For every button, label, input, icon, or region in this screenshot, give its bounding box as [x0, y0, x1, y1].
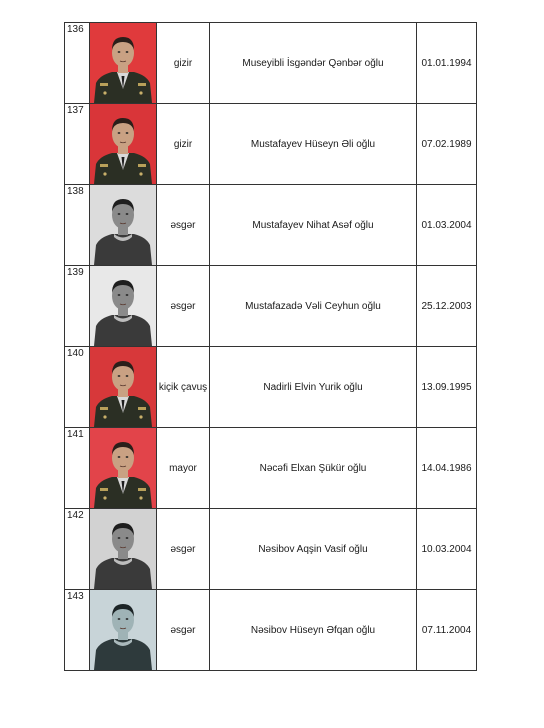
table-row: [65, 347, 477, 428]
birth-date-cell: 14.04.1986: [417, 428, 477, 509]
photo-cell: [90, 428, 157, 509]
row-number-cell: [65, 347, 90, 428]
photo-cell: [90, 23, 157, 104]
birth-date-cell: 01.03.2004: [417, 185, 477, 266]
birth-date-cell: 25.12.2003: [417, 266, 477, 347]
rank-cell: gizir: [157, 104, 210, 185]
table-row: [65, 104, 477, 185]
portrait-photo: [90, 509, 156, 589]
row-number: 139: [67, 267, 84, 278]
rank-cell: əsgər: [157, 266, 210, 347]
row-number: 142: [67, 510, 84, 521]
birth-date-cell: 10.03.2004: [417, 509, 477, 590]
row-number: 138: [67, 186, 84, 197]
photo-cell: [90, 185, 157, 266]
row-number-cell: [65, 590, 90, 671]
rank-cell: əsgər: [157, 185, 210, 266]
photo-cell: [90, 590, 157, 671]
table-row: [65, 266, 477, 347]
portrait-photo: [90, 266, 156, 346]
row-number-cell: [65, 509, 90, 590]
table-row: [65, 185, 477, 266]
portrait-photo: [90, 104, 156, 184]
row-number-cell: [65, 23, 90, 104]
full-name-cell: Mustafayev Hüseyn Əli oğlu: [210, 104, 417, 185]
full-name-cell: Museyibli İsgəndər Qənbər oğlu: [210, 23, 417, 104]
table-row: [65, 23, 477, 104]
photo-cell: [90, 266, 157, 347]
row-number: 136: [67, 24, 84, 35]
table-row: [65, 509, 477, 590]
table-row: [65, 590, 477, 671]
row-number: 137: [67, 105, 84, 116]
portrait-photo: [90, 185, 156, 265]
rank-cell: əsgər: [157, 509, 210, 590]
row-number: 140: [67, 348, 84, 359]
full-name-cell: Nadirli Elvin Yurik oğlu: [210, 347, 417, 428]
roster-body: [65, 23, 477, 671]
row-number-cell: [65, 428, 90, 509]
rank-cell: əsgər: [157, 590, 210, 671]
full-name-cell: Mustafayev Nihat Asəf oğlu: [210, 185, 417, 266]
rank-cell: mayor: [157, 428, 210, 509]
photo-cell: [90, 104, 157, 185]
row-number-cell: [65, 266, 90, 347]
portrait-photo: [90, 347, 156, 427]
full-name-cell: Nəsibov Hüseyn Əfqan oğlu: [210, 590, 417, 671]
birth-date-cell: 07.11.2004: [417, 590, 477, 671]
portrait-photo: [90, 590, 156, 670]
birth-date-cell: 07.02.1989: [417, 104, 477, 185]
row-number-cell: [65, 185, 90, 266]
table-row: [65, 428, 477, 509]
birth-date-cell: 01.01.1994: [417, 23, 477, 104]
photo-cell: [90, 509, 157, 590]
portrait-photo: [90, 23, 156, 103]
full-name-cell: Nəsibov Aqşin Vasif oğlu: [210, 509, 417, 590]
rank-cell: kiçik çavuş: [157, 347, 210, 428]
row-number: 141: [67, 429, 84, 440]
row-number: 143: [67, 591, 84, 602]
portrait-photo: [90, 428, 156, 508]
roster-table: [64, 22, 477, 671]
full-name-cell: Nəcəfi Elxan Şükür oğlu: [210, 428, 417, 509]
row-number-cell: [65, 104, 90, 185]
photo-cell: [90, 347, 157, 428]
rank-cell: gizir: [157, 23, 210, 104]
birth-date-cell: 13.09.1995: [417, 347, 477, 428]
full-name-cell: Mustafazadə Vəli Ceyhun oğlu: [210, 266, 417, 347]
